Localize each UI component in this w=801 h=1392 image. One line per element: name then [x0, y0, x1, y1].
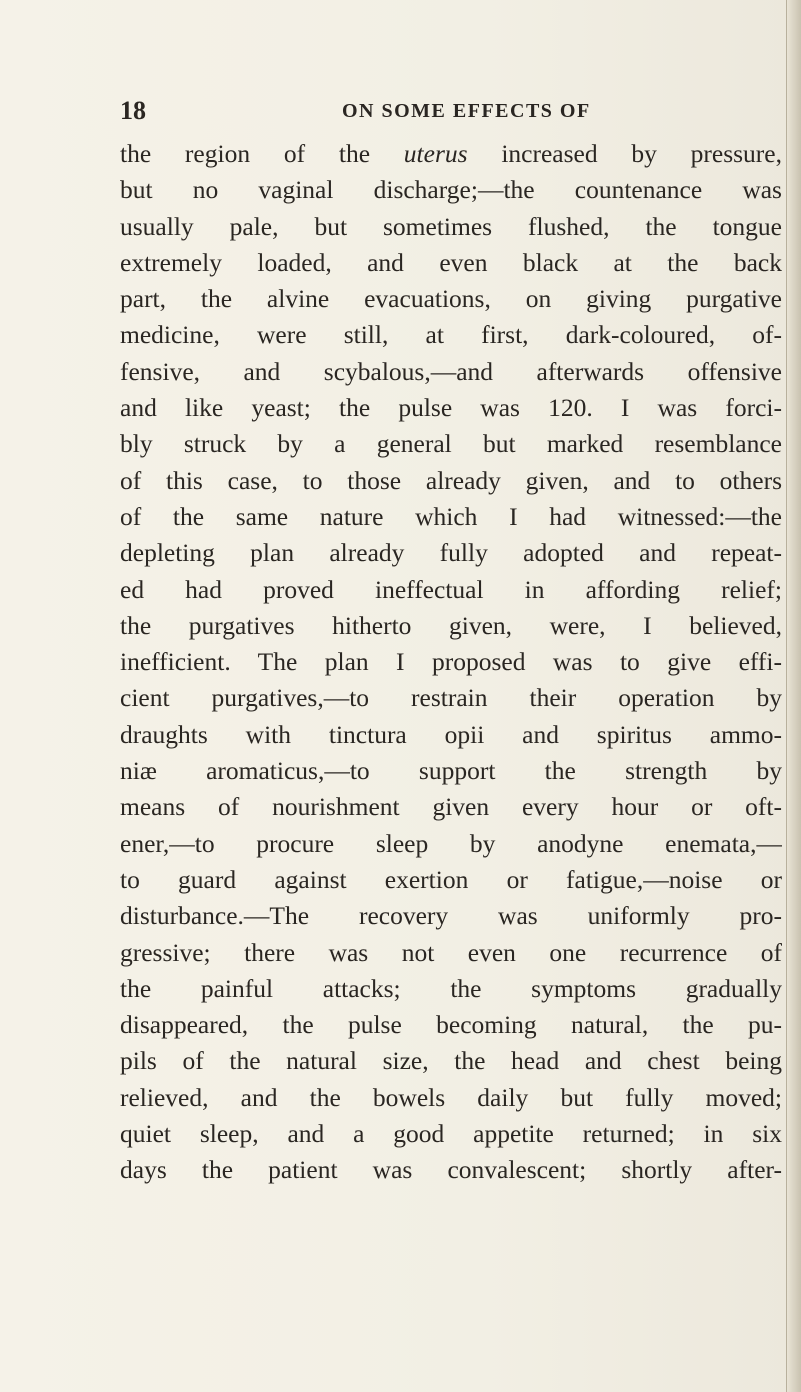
text-line: niæ aromaticus,—to support the strength by	[120, 756, 782, 786]
text-line: draughts with tinctura opii and spiritus ammo-	[120, 719, 782, 749]
running-head	[120, 96, 780, 128]
text-line: days the patient was convalescent; shortly after-	[120, 1155, 782, 1185]
text-line: depleting plan already fully adopted and repeat-	[120, 538, 782, 568]
text-line: and like yeast; the pulse was 120. I was forci-	[120, 393, 782, 423]
text-line: usually pale, but sometimes flushed, the tongue	[120, 211, 782, 241]
page-edge	[786, 0, 801, 1392]
text-line: disappeared, the pulse becoming natural, the pu-	[120, 1010, 782, 1040]
text-line	[120, 136, 782, 172]
text-line: the painful attacks; the symptoms gradually	[120, 973, 782, 1003]
text-line-segment: increased by pressure,	[467, 139, 782, 168]
text-line: ener,—to procure sleep by anodyne enemata,—	[120, 828, 782, 858]
text-line: gressive; there was not even one recurrence of	[120, 937, 782, 967]
text-line: relieved, and the bowels daily but fully moved;	[120, 1082, 782, 1112]
text-line: ed had proved ineffectual in affording relief;	[120, 574, 782, 604]
text-line: to guard against exertion or fatigue,—noise or	[120, 864, 782, 894]
text-line: of the same nature which I had witnessed:—the	[120, 501, 782, 531]
text-line: disturbance.—The recovery was uniformly pro-	[120, 901, 782, 931]
text-line: pils of the natural size, the head and chest being	[120, 1046, 782, 1076]
text-line: of this case, to those already given, and to others	[120, 465, 782, 495]
text-line: but no vaginal discharge;—the countenance was	[120, 175, 782, 205]
text-line: quiet sleep, and a good appetite returned; in six	[120, 1119, 782, 1149]
text-line: fensive, and scybalous,—and afterwards offensive	[120, 356, 782, 386]
text-line: inefficient. The plan I proposed was to give effi-	[120, 647, 782, 677]
text-line: medicine, were still, at first, dark-coloured, of-	[120, 320, 782, 350]
text-line: cient purgatives,—to restrain their operation by	[120, 683, 782, 713]
text-line: the purgatives hitherto given, were, I believed,	[120, 610, 782, 640]
body-text	[120, 136, 782, 1189]
text-line: extremely loaded, and even black at the back	[120, 247, 782, 277]
text-line-segment: the region of the	[120, 139, 404, 168]
running-title: ON SOME EFFECTS OF	[342, 100, 591, 122]
italic-term: uterus	[403, 139, 468, 168]
text-line: means of nourishment given every hour or oft-	[120, 792, 782, 822]
text-line: part, the alvine evacuations, on giving purgative	[120, 284, 782, 314]
page-number: 18	[120, 96, 146, 125]
text-line: bly struck by a general but marked resemblance	[120, 429, 782, 459]
